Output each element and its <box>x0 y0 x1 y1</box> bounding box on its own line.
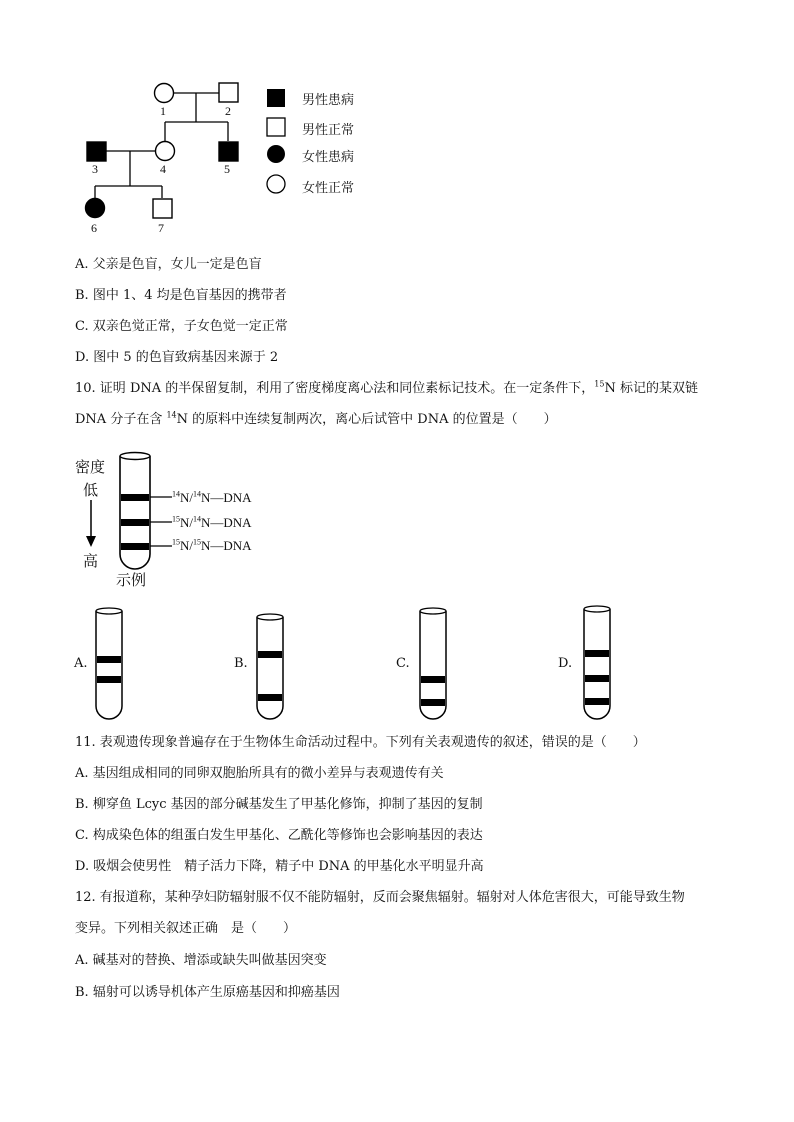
q9-option-d: D. 图中 5 的色盲致病基因来源于 2 <box>75 350 279 365</box>
q10-stem-line1 <box>75 381 698 397</box>
legend-male-affected: 男性患病 <box>302 93 355 108</box>
label-individual-4: 4 <box>160 162 166 176</box>
label-individual-1: 1 <box>160 104 166 118</box>
example-band-heavy <box>121 543 149 550</box>
legend-female-affected-icon <box>267 145 285 163</box>
example-figure <box>70 450 330 590</box>
example-band-light <box>121 494 149 501</box>
legend-male-normal-icon <box>267 118 285 136</box>
individual-1-female-normal <box>155 84 174 103</box>
label-individual-2: 2 <box>225 104 231 118</box>
pedigree-legend-symbols <box>262 86 292 196</box>
q10-choice-c-label: C. <box>396 656 410 671</box>
q9-option-a: A. 父亲是色盲，女儿一定是色盲 <box>75 257 262 272</box>
legend-female-normal-icon <box>267 175 285 193</box>
q10-choice-b-tube <box>255 612 285 722</box>
individual-6-female-affected <box>86 199 105 218</box>
q11-option-b: B. 柳穿鱼 Lcyc 基因的部分碱基发生了甲基化修饰，抑制了基因的复制 <box>75 797 483 812</box>
q12-option-b: B. 辐射可以诱导机体产生原癌基因和抑癌基因 <box>75 985 340 1000</box>
band-label-heavy: $^{15}$N/$^{15}$N—DNA <box>172 537 252 553</box>
q10-choice-b-label: B. <box>234 656 248 671</box>
q10-choice-d-label: D. <box>558 656 573 671</box>
q12-stem-line2: 变异。下列相关叙述正确 是（ ） <box>75 921 297 936</box>
band-label-hybrid: $^{15}$N/$^{14}$N—DNA <box>172 514 252 530</box>
pedigree-lines <box>0 0 260 240</box>
q10-choice-a-label: A. <box>74 656 88 671</box>
q11-option-d: D. 吸烟会使男性 精子活力下降，精子中 DNA 的甲基化水平明显升高 <box>75 859 484 874</box>
density-label: 密度 <box>75 458 106 476</box>
q10-choice-c-tube <box>418 606 448 722</box>
legend-male-affected-icon <box>267 89 285 107</box>
q10-stem-line1-text: 10. 证明 DNA 的半保留复制，利用了密度梯度离心法和同位素标记技术。在一定条件下， <box>75 381 595 396</box>
density-arrow-icon <box>83 500 99 548</box>
q11-option-c: C. 构成染色体的组蛋白发生甲基化、乙酰化等修饰也会影响基因的表达 <box>75 828 483 843</box>
q9-option-b: B. 图中 1、4 均是色盲基因的携带者 <box>75 288 287 303</box>
q10-stem-line2-sup: 14 <box>166 410 177 420</box>
q10-stem-line2 <box>75 412 557 428</box>
legend-male-normal: 男性正常 <box>302 123 355 138</box>
individual-4-female-normal <box>156 142 175 161</box>
q10-stem-line1-tail: N 标记的某双链 <box>604 381 698 396</box>
label-individual-3: 3 <box>92 162 98 176</box>
q12-option-a: A. 碱基对的替换、增添或缺失叫做基因突变 <box>75 953 327 968</box>
example-caption: 示例 <box>116 571 147 589</box>
label-individual-7: 7 <box>158 221 164 235</box>
individual-7-male-normal <box>153 199 172 218</box>
q11-stem: 11. 表观遗传现象普遍存在于生物体生命活动过程中。下列有关表观遗传的叙述，错误的是（ ） <box>75 735 646 750</box>
legend-female-affected: 女性患病 <box>302 150 355 165</box>
q10-choice-a-tube <box>94 606 124 722</box>
q10-stem-line1-sup: 15 <box>594 379 605 389</box>
example-band-hybrid <box>121 519 149 526</box>
legend-female-normal: 女性正常 <box>302 181 355 196</box>
density-high-label: 高 <box>83 552 99 570</box>
q10-choice-d-tube <box>582 604 612 722</box>
individual-2-male-normal <box>219 83 238 102</box>
q9-option-c: C. 双亲色觉正常，子女色觉一定正常 <box>75 319 288 334</box>
band-label-light: $^{14}$N/$^{14}$N—DNA <box>172 489 252 505</box>
pedigree-chart <box>0 0 400 240</box>
q10-stem-line2-text: DNA 分子在含 <box>75 412 167 427</box>
label-individual-6: 6 <box>91 221 97 235</box>
q11-option-a: A. 基因组成相同的同卵双胞胎所具有的微小差异与表观遗传有关 <box>75 766 444 781</box>
q10-stem-line2-tail: N 的原料中连续复制两次，离心后试管中 DNA 的位置是（ ） <box>176 412 557 427</box>
individual-5-male-affected <box>219 142 238 161</box>
band-label-leaders <box>150 490 174 560</box>
density-low-label: 低 <box>83 481 99 499</box>
example-tube <box>118 450 152 572</box>
label-individual-5: 5 <box>224 162 230 176</box>
individual-3-male-affected <box>87 142 106 161</box>
q12-stem-line1: 12. 有报道称，某种孕妇防辐射服不仅不能防辐射，反而会聚焦辐射。辐射对人体危害很大，可能导致生物 <box>75 890 685 905</box>
